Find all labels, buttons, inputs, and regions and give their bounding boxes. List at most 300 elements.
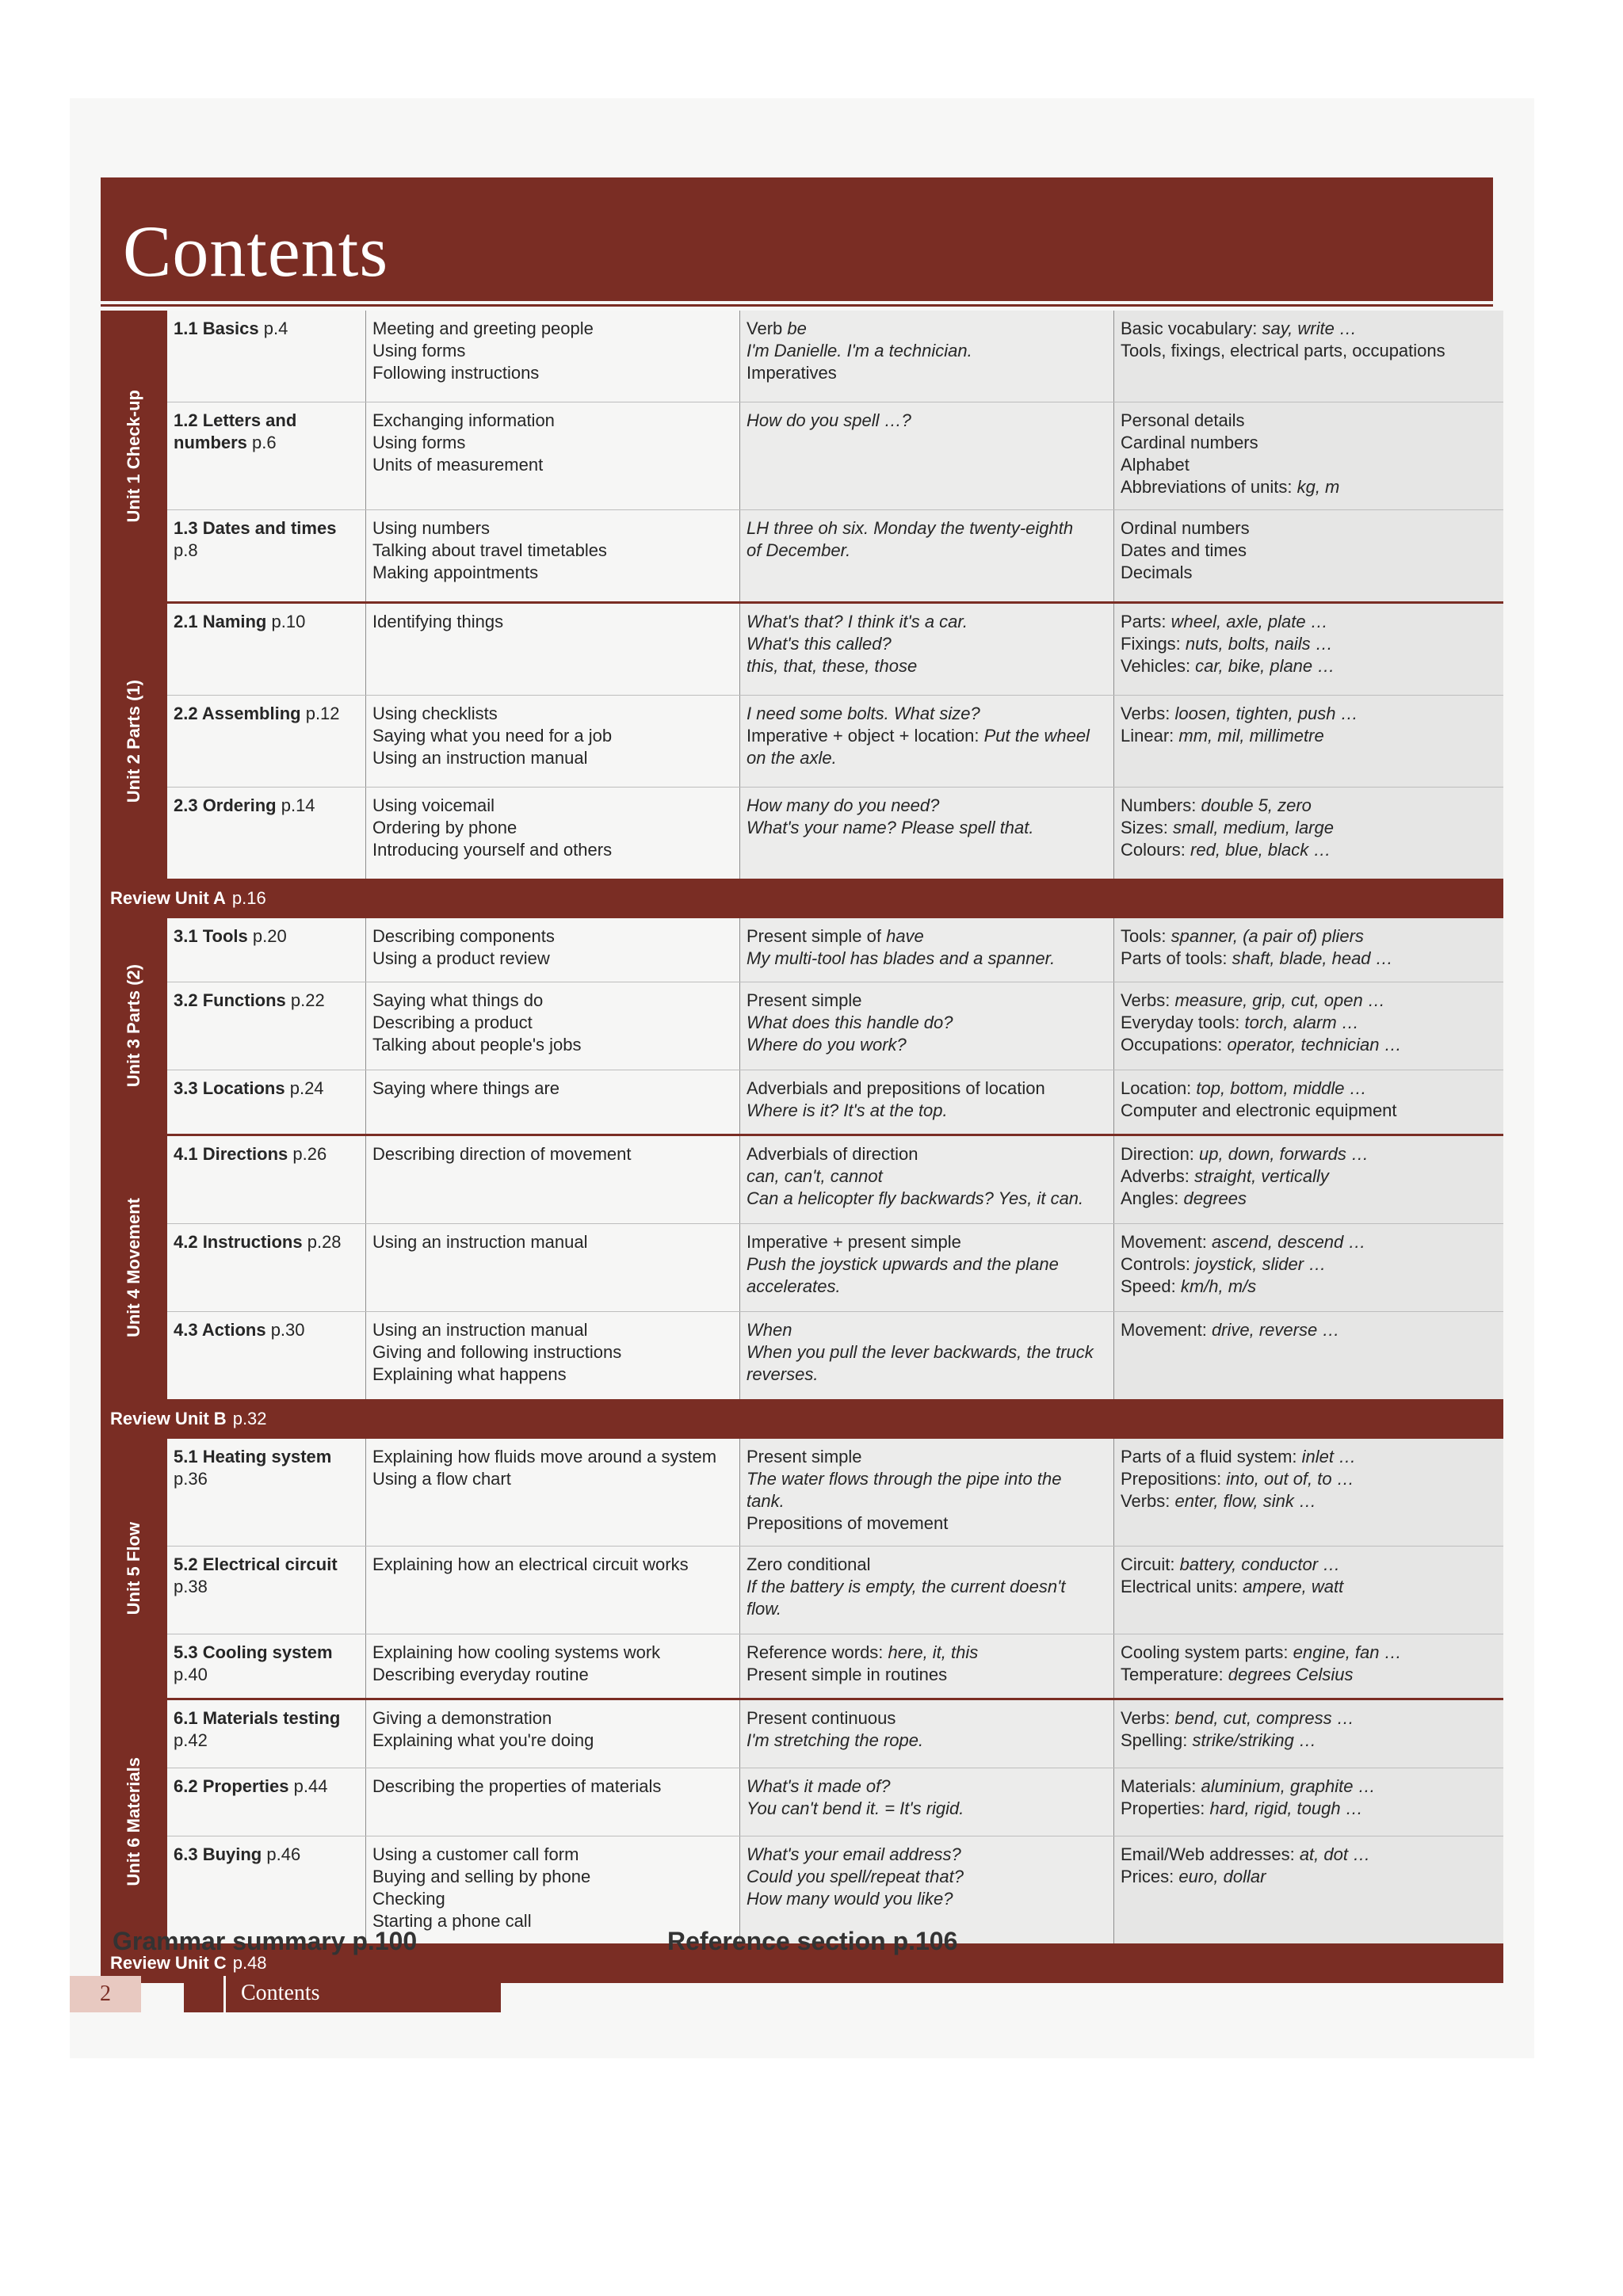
language-item-italic: What's that? I think it's a car. [747, 612, 968, 631]
vocabulary-item-italic: wheel, axle, plate … [1170, 612, 1328, 631]
lesson-page-ref: p.8 [174, 540, 198, 560]
unit-block [101, 918, 1503, 1136]
lesson-title-cell [167, 604, 365, 695]
vocabulary-item-italic: engine, fan … [1293, 1642, 1402, 1662]
language-item [747, 725, 1107, 747]
review-unit-page: p.16 [231, 888, 266, 908]
vocabulary-item [1121, 517, 1497, 540]
vocabulary-cell [1113, 1224, 1503, 1311]
vocabulary-item-text: Occupations: [1121, 1035, 1228, 1055]
unit-block [101, 1700, 1503, 1946]
unit-label [101, 604, 167, 879]
language-item-italic: accelerates. [747, 1276, 841, 1296]
vocabulary-cell [1113, 1768, 1503, 1836]
vocabulary-item [1121, 725, 1497, 747]
language-item-italic: When [747, 1320, 792, 1340]
footer-divider [223, 1976, 226, 2012]
lesson-page-ref: p.6 [252, 433, 277, 452]
review-unit-title: Review Unit B [110, 1409, 227, 1428]
unit-label-text: Unit 3 Parts (2) [124, 964, 143, 1088]
language-item-text: Imperative + object + location: [747, 726, 984, 746]
language-cell [739, 788, 1113, 879]
functions-cell [365, 788, 739, 879]
vocabulary-item [1121, 1866, 1497, 1888]
vocabulary-item-text: Controls: [1121, 1254, 1196, 1274]
lesson-title: 1.2 Letters and numbers [174, 410, 297, 452]
lesson-row[interactable] [167, 1439, 1503, 1547]
vocabulary-cell [1113, 696, 1503, 787]
vocabulary-item [1121, 562, 1497, 584]
vocabulary-item-text: Verbs: [1121, 1491, 1175, 1511]
language-item [747, 1888, 1107, 1910]
language-item [747, 1844, 1107, 1866]
language-item [747, 1012, 1107, 1034]
lesson-title-cell [167, 1070, 365, 1134]
vocabulary-item-text: Location: [1121, 1078, 1197, 1098]
vocabulary-item [1121, 540, 1497, 562]
vocabulary-item [1121, 454, 1497, 476]
vocabulary-item-italic: into, out of, to … [1226, 1469, 1354, 1489]
vocabulary-item-italic: strike/striking … [1192, 1730, 1316, 1750]
language-item [747, 1512, 1107, 1535]
language-cell [739, 1070, 1113, 1134]
title-rule [101, 304, 1493, 307]
unit-label-text: Unit 2 Parts (1) [124, 679, 143, 803]
lesson-page-ref: p.40 [174, 1665, 208, 1684]
lesson-title: 4.1 Directions [174, 1144, 288, 1164]
language-item-italic: My multi-tool has blades and a spanner. [747, 948, 1056, 968]
language-cell [739, 1700, 1113, 1768]
language-item [747, 1446, 1107, 1468]
language-cell [739, 1634, 1113, 1698]
vocabulary-item-text: Abbreviations of units: [1121, 477, 1297, 497]
vocabulary-item-text: Tools: [1121, 926, 1171, 946]
vocabulary-item-text: Decimals [1121, 563, 1193, 582]
lesson-list [167, 1439, 1503, 1698]
vocabulary-item-italic: enter, flow, sink … [1174, 1491, 1317, 1511]
lesson-title-cell [167, 1224, 365, 1311]
bottom-links [113, 1927, 1460, 1958]
lesson-page-ref: p.30 [270, 1320, 305, 1340]
function-item: Giving a demonstration [372, 1708, 552, 1728]
lesson-page-ref: p.10 [271, 612, 306, 631]
vocabulary-item-italic: small, medium, large [1173, 818, 1334, 837]
language-item [747, 410, 1107, 432]
language-item [747, 340, 1107, 362]
language-item-italic: Push the joystick upwards and the plane [747, 1254, 1059, 1274]
vocabulary-item-text: Cooling system parts: [1121, 1642, 1293, 1662]
language-item [747, 1319, 1107, 1341]
language-item [747, 1363, 1107, 1386]
language-cell [739, 982, 1113, 1070]
function-item: Exchanging information [372, 410, 555, 430]
vocabulary-item-text: Personal details [1121, 410, 1245, 430]
language-cell [739, 918, 1113, 982]
review-unit-bar[interactable] [101, 1402, 1503, 1439]
language-item [747, 540, 1107, 562]
language-item-italic: What's your email address? [747, 1844, 961, 1864]
footer-label: Contents [241, 1981, 320, 2005]
language-item-italic: be [787, 318, 807, 338]
vocabulary-item-text: Circuit: [1121, 1554, 1180, 1574]
lesson-row[interactable] [167, 604, 1503, 696]
lesson-title-cell [167, 1547, 365, 1634]
lesson-title: 4.2 Instructions [174, 1232, 303, 1252]
function-item: Using checklists [372, 704, 498, 723]
language-item-italic: of December. [747, 540, 851, 560]
vocabulary-item [1121, 340, 1497, 362]
function-item: Describing direction of movement [372, 1144, 632, 1164]
vocabulary-item-text: Tools, fixings, electrical parts, occupations [1121, 341, 1445, 360]
language-item [747, 1100, 1107, 1122]
lesson-title: 1.3 Dates and times [174, 518, 337, 538]
unit-label-text: Unit 4 Movement [124, 1197, 143, 1338]
function-item: Explaining how an electrical circuit works [372, 1554, 689, 1574]
lesson-page-ref: p.36 [174, 1469, 208, 1489]
vocabulary-item-text: Alphabet [1121, 455, 1190, 475]
lesson-row[interactable] [167, 1700, 1503, 1768]
vocabulary-item [1121, 1707, 1497, 1730]
vocabulary-cell [1113, 510, 1503, 601]
language-item [747, 1576, 1107, 1598]
vocabulary-item-italic: operator, technician … [1227, 1035, 1402, 1055]
language-item-italic: What's it made of? [747, 1776, 891, 1796]
language-item-italic: I need some bolts. What size? [747, 704, 980, 723]
language-item [747, 948, 1107, 970]
lesson-title-cell [167, 311, 365, 402]
vocabulary-item-italic: hard, rigid, tough … [1209, 1798, 1363, 1818]
language-item-italic: flow. [747, 1599, 782, 1619]
lesson-page-ref: p.24 [289, 1078, 324, 1098]
vocabulary-item [1121, 1775, 1497, 1798]
function-item: Explaining what you're doing [372, 1730, 594, 1750]
language-item-text: Adverbials and prepositions of location [747, 1078, 1045, 1098]
vocabulary-item-text: Vehicles: [1121, 656, 1196, 676]
vocabulary-item-text: Angles: [1121, 1188, 1184, 1208]
lesson-row[interactable] [167, 1224, 1503, 1312]
lesson-title: 2.2 Assembling [174, 704, 301, 723]
vocabulary-item-text: Electrical units: [1121, 1577, 1243, 1596]
language-item-italic: Could you spell/repeat that? [747, 1867, 964, 1886]
language-item-italic: What does this handle do? [747, 1013, 953, 1032]
vocabulary-item [1121, 318, 1497, 340]
language-cell [739, 604, 1113, 695]
reference-section-link[interactable]: Reference section p.106 [667, 1927, 958, 1955]
lesson-page-ref: p.12 [305, 704, 340, 723]
vocabulary-item-text: Materials: [1121, 1776, 1201, 1796]
language-cell [739, 1547, 1113, 1634]
vocabulary-cell [1113, 1439, 1503, 1546]
vocabulary-item-italic: up, down, forwards … [1199, 1144, 1369, 1164]
language-item-italic: How many do you need? [747, 795, 940, 815]
vocabulary-item-text: Dates and times [1121, 540, 1247, 560]
language-item-italic: Can a helicopter fly backwards? Yes, it can. [747, 1188, 1084, 1208]
lesson-title-cell [167, 788, 365, 879]
lesson-row[interactable] [167, 1070, 1503, 1134]
language-item [747, 1143, 1107, 1165]
lesson-title: 6.1 Materials testing [174, 1708, 341, 1728]
vocabulary-item [1121, 633, 1497, 655]
language-item [747, 747, 1107, 769]
language-item-text: Zero conditional [747, 1554, 871, 1574]
vocabulary-item [1121, 1319, 1497, 1341]
language-item [747, 1642, 1107, 1664]
unit-block [101, 311, 1503, 604]
lesson-title: 2.3 Ordering [174, 795, 277, 815]
lesson-title-cell [167, 1700, 365, 1768]
vocabulary-item [1121, 1446, 1497, 1468]
lesson-page-ref: p.4 [263, 318, 288, 338]
language-item-text: Present simple in routines [747, 1665, 948, 1684]
vocabulary-item [1121, 1188, 1497, 1210]
vocabulary-cell [1113, 788, 1503, 879]
lesson-page-ref: p.20 [252, 926, 287, 946]
unit-label [101, 1700, 167, 1943]
language-item-italic: have [886, 926, 924, 946]
vocabulary-item-italic: joystick, slider … [1195, 1254, 1327, 1274]
language-item [747, 817, 1107, 839]
language-item [747, 1188, 1107, 1210]
language-item [747, 1664, 1107, 1686]
language-item [747, 318, 1107, 340]
vocabulary-item-text: Prepositions: [1121, 1469, 1227, 1489]
function-item: Using numbers [372, 518, 490, 538]
vocabulary-cell [1113, 604, 1503, 695]
language-item-italic: When you pull the lever backwards, the truck [747, 1342, 1094, 1362]
language-item-italic: I'm Danielle. I'm a technician. [747, 341, 972, 360]
lesson-list [167, 311, 1503, 601]
vocabulary-item-italic: euro, dollar [1178, 1867, 1266, 1886]
language-item-italic: Where is it? It's at the top. [747, 1100, 948, 1120]
language-item-text: Present simple of [747, 926, 887, 946]
vocabulary-item-text: Everyday tools: [1121, 1013, 1245, 1032]
vocabulary-item-text: Adverbs: [1121, 1166, 1194, 1186]
lesson-row[interactable] [167, 1547, 1503, 1634]
lesson-title: 3.3 Locations [174, 1078, 285, 1098]
function-item: Starting a phone call [372, 1911, 532, 1931]
lesson-list [167, 1136, 1503, 1399]
lesson-row[interactable] [167, 788, 1503, 879]
vocabulary-item-italic: measure, grip, cut, open … [1174, 990, 1385, 1010]
language-item [747, 1798, 1107, 1820]
language-cell [739, 1439, 1113, 1546]
vocabulary-item [1121, 611, 1497, 633]
function-item: Meeting and greeting people [372, 318, 594, 338]
functions-cell [365, 311, 739, 402]
vocabulary-item-italic: ampere, watt [1243, 1577, 1344, 1596]
function-item: Explaining how fluids move around a system [372, 1447, 717, 1466]
function-item: Talking about people's jobs [372, 1035, 582, 1055]
lesson-row[interactable] [167, 311, 1503, 402]
language-item-italic: tank. [747, 1491, 785, 1511]
vocabulary-item [1121, 1844, 1497, 1866]
language-item [747, 611, 1107, 633]
unit-label-text: Unit 5 Flow [124, 1521, 143, 1615]
lesson-row[interactable] [167, 510, 1503, 601]
function-item: Using forms [372, 341, 466, 360]
language-item [747, 795, 1107, 817]
vocabulary-cell [1113, 311, 1503, 402]
vocabulary-cell [1113, 1312, 1503, 1399]
vocabulary-item [1121, 795, 1497, 817]
vocabulary-item-text: Movement: [1121, 1320, 1212, 1340]
language-item-italic: If the battery is empty, the current doesn't [747, 1577, 1066, 1596]
language-item-italic: can, can't, cannot [747, 1166, 883, 1186]
lesson-row[interactable] [167, 1634, 1503, 1698]
function-item: Units of measurement [372, 455, 544, 475]
language-item [747, 1468, 1107, 1490]
vocabulary-item-text: Parts of tools: [1121, 948, 1232, 968]
function-item: Saying where things are [372, 1078, 560, 1098]
function-item: Describing everyday routine [372, 1665, 589, 1684]
language-item [747, 1165, 1107, 1188]
language-item-italic: this, that, these, those [747, 656, 918, 676]
vocabulary-item [1121, 1490, 1497, 1512]
unit-label-text: Unit 1 Check-up [124, 389, 143, 523]
vocabulary-item-text: Parts: [1121, 612, 1171, 631]
lesson-row[interactable] [167, 1136, 1503, 1224]
functions-cell [365, 1439, 739, 1546]
title-banner [101, 177, 1493, 301]
vocabulary-item-text: Verbs: [1121, 1708, 1175, 1728]
lesson-row[interactable] [167, 918, 1503, 982]
language-item [747, 655, 1107, 677]
vocabulary-item [1121, 1143, 1497, 1165]
function-item: Giving and following instructions [372, 1342, 622, 1362]
vocabulary-item [1121, 410, 1497, 432]
vocabulary-item-text: Ordinal numbers [1121, 518, 1250, 538]
vocabulary-item-italic: red, blue, black … [1190, 840, 1331, 860]
function-item: Explaining what happens [372, 1364, 567, 1384]
lesson-page-ref: p.26 [292, 1144, 327, 1164]
vocabulary-item [1121, 1100, 1497, 1122]
language-item [747, 1276, 1107, 1298]
function-item: Using a flow chart [372, 1469, 511, 1489]
vocabulary-cell [1113, 402, 1503, 509]
language-cell [739, 510, 1113, 601]
lesson-row[interactable] [167, 1768, 1503, 1836]
vocabulary-item-italic: degrees [1183, 1188, 1247, 1208]
lesson-title: 2.1 Naming [174, 612, 267, 631]
function-item: Using an instruction manual [372, 1320, 588, 1340]
review-unit-bar[interactable] [101, 881, 1503, 918]
lesson-title: 6.2 Properties [174, 1776, 289, 1796]
function-item: Checking [372, 1889, 445, 1909]
lesson-row[interactable] [167, 696, 1503, 788]
vocabulary-item-text: Cardinal numbers [1121, 433, 1258, 452]
function-item: Describing the properties of materials [372, 1776, 662, 1796]
vocabulary-item-text: Sizes: [1121, 818, 1174, 837]
function-item: Using an instruction manual [372, 1232, 588, 1252]
vocabulary-item [1121, 1798, 1497, 1820]
language-item [747, 1598, 1107, 1620]
functions-cell [365, 918, 739, 982]
language-item-italic: The water flows through the pipe into the [747, 1469, 1062, 1489]
unit-label [101, 918, 167, 1134]
lesson-page-ref: p.46 [266, 1844, 301, 1864]
vocabulary-item-italic: top, bottom, middle … [1196, 1078, 1367, 1098]
vocabulary-item [1121, 1468, 1497, 1490]
vocabulary-item [1121, 1165, 1497, 1188]
vocabulary-item [1121, 1253, 1497, 1276]
vocabulary-item-text: Computer and electronic equipment [1121, 1100, 1397, 1120]
functions-cell [365, 1634, 739, 1698]
vocabulary-item-italic: bend, cut, compress … [1174, 1708, 1354, 1728]
language-item-italic: on the axle. [747, 748, 837, 768]
vocabulary-item [1121, 1034, 1497, 1056]
review-unit-page: p.32 [232, 1409, 267, 1428]
language-item [747, 1730, 1107, 1752]
vocabulary-item-italic: at, dot … [1299, 1844, 1371, 1864]
vocabulary-item [1121, 1077, 1497, 1100]
grammar-summary-link[interactable]: Grammar summary p.100 [113, 1927, 418, 1955]
lesson-title: 5.1 Heating system [174, 1447, 332, 1466]
vocabulary-item-italic: drive, reverse … [1211, 1320, 1340, 1340]
function-item: Using voicemail [372, 795, 495, 815]
page-title: Contents [123, 211, 389, 292]
review-unit-title: Review Unit C [110, 1953, 227, 1973]
vocabulary-cell [1113, 1700, 1503, 1768]
language-item-italic: I'm stretching the rope. [747, 1730, 924, 1750]
language-item-italic: How do you spell …? [747, 410, 911, 430]
language-item-text: Adverbials of direction [747, 1144, 918, 1164]
unit-block [101, 1439, 1503, 1700]
function-item: Following instructions [372, 363, 540, 383]
lesson-title-cell [167, 982, 365, 1070]
functions-cell [365, 604, 739, 695]
language-item-italic: LH three oh six. Monday the twenty-eighth [747, 518, 1074, 538]
vocabulary-item-italic: torch, alarm … [1244, 1013, 1359, 1032]
function-item: Introducing yourself and others [372, 840, 613, 860]
language-item [747, 990, 1107, 1012]
vocabulary-item-text: Verbs: [1121, 990, 1175, 1010]
lesson-row[interactable] [167, 402, 1503, 510]
lesson-list [167, 918, 1503, 1134]
language-cell [739, 1224, 1113, 1311]
vocabulary-item [1121, 990, 1497, 1012]
vocabulary-item-italic: kg, m [1296, 477, 1340, 497]
vocabulary-item-italic: car, bike, plane … [1195, 656, 1335, 676]
function-item: Identifying things [372, 612, 504, 631]
lesson-page-ref: p.14 [281, 795, 315, 815]
lesson-page-ref: p.42 [174, 1730, 208, 1750]
function-item: Using an instruction manual [372, 748, 588, 768]
language-item [747, 1707, 1107, 1730]
language-item [747, 1034, 1107, 1056]
vocabulary-item-text: Properties: [1121, 1798, 1210, 1818]
lesson-row[interactable] [167, 982, 1503, 1070]
function-item: Talking about travel timetables [372, 540, 607, 560]
vocabulary-item-text: Verbs: [1121, 704, 1175, 723]
vocabulary-item-text: Spelling: [1121, 1730, 1193, 1750]
language-item [747, 1866, 1107, 1888]
functions-cell [365, 510, 739, 601]
function-item: Saying what you need for a job [372, 726, 613, 746]
vocabulary-item-text: Colours: [1121, 840, 1191, 860]
vocabulary-item [1121, 1642, 1497, 1664]
language-item-italic: here, it, this [888, 1642, 979, 1662]
lesson-row[interactable] [167, 1312, 1503, 1399]
vocabulary-item-italic: spanner, (a pair of) pliers [1170, 926, 1364, 946]
unit-label [101, 1439, 167, 1698]
lesson-title: 3.2 Functions [174, 990, 286, 1010]
functions-cell [365, 1312, 739, 1399]
vocabulary-item-italic: ascend, descend … [1211, 1232, 1366, 1252]
vocabulary-item-italic: inlet … [1301, 1447, 1357, 1466]
language-item [747, 1253, 1107, 1276]
lesson-title: 6.3 Buying [174, 1844, 262, 1864]
language-item [747, 925, 1107, 948]
